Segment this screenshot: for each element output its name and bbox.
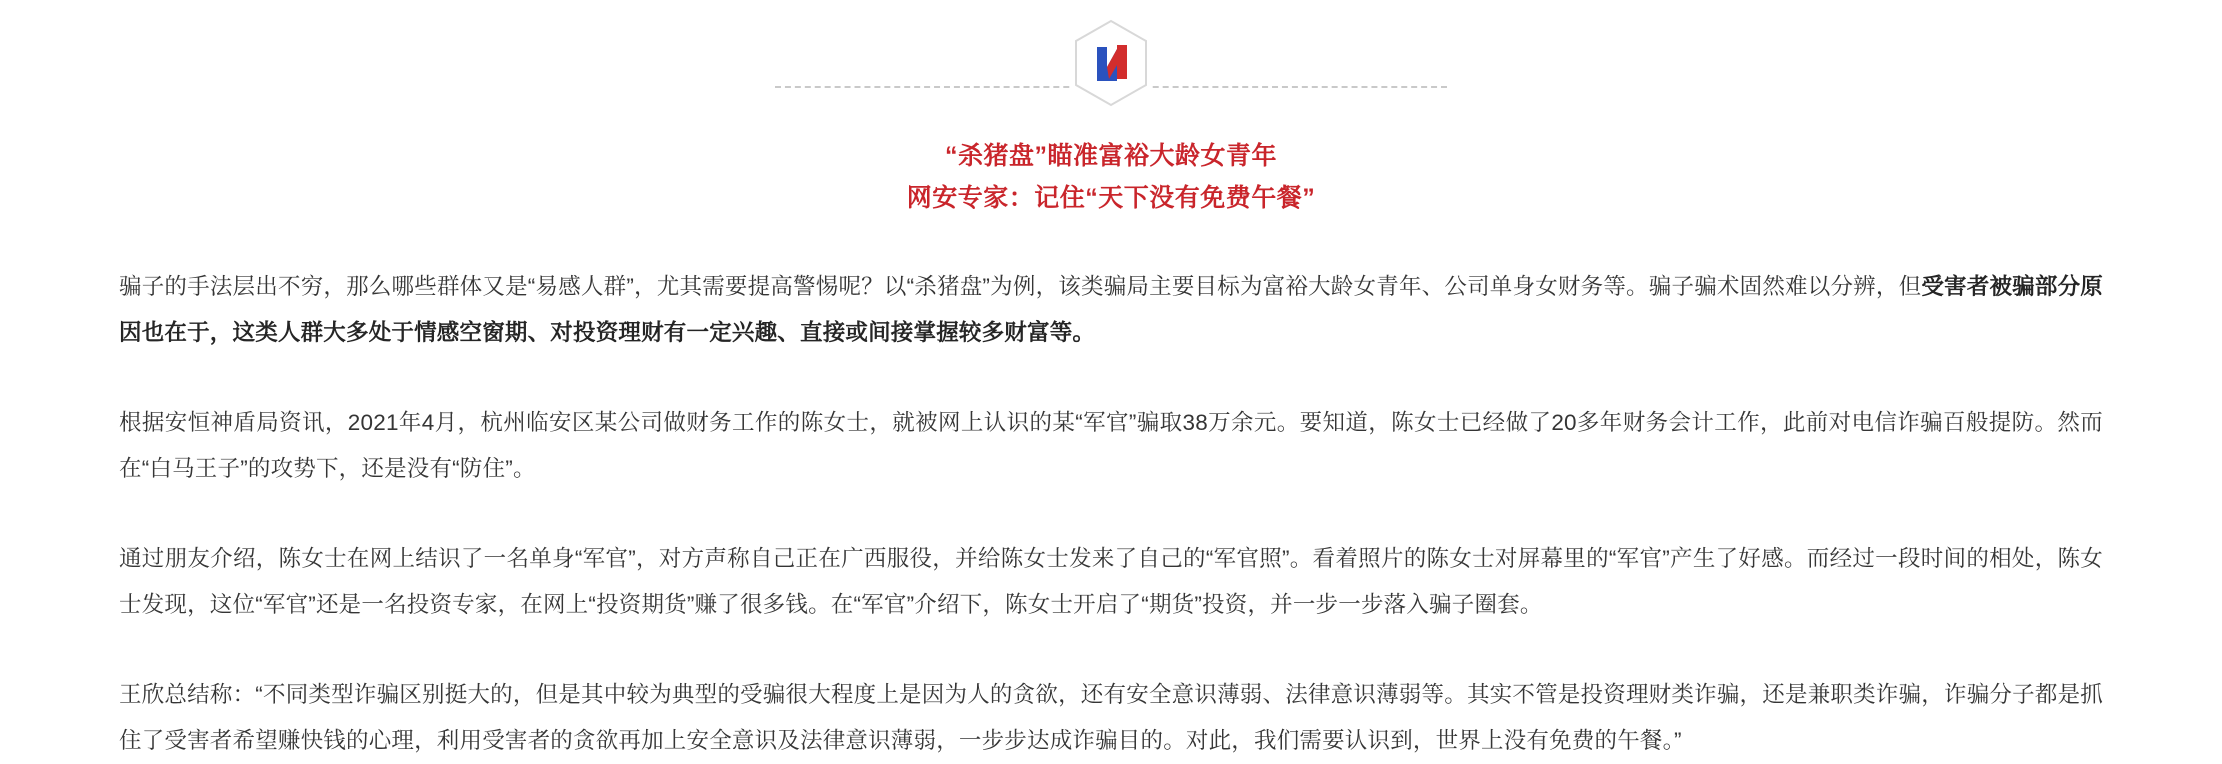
paragraph-4-run-1: 王欣总结称：“不同类型诈骗区别挺大的，但是其中较为典型的受骗很大程度上是因为人的贪欲，还有安全意识薄弱、法律意识薄弱等。其实不管是投资理财类诈骗，还是兼职类诈骗，诈骗分子都是抓住了受害者希望赚快钱的心理，利用受害者的贪欲再加上安全意识及法律意识薄弱，一步步达成诈骗目的。对此，我们需要认识到，世界上没有免费的午餐。”: [119, 682, 2103, 753]
headline-line-2: 网安专家：记住“天下没有免费午餐”: [906, 184, 1316, 212]
paragraph-1-run-2-bold: 受害者被骗部分原因也在于，这类人群大多处于情感空窗期、对投资理财有一定兴趣、直接或间接掌握较多财富等。: [119, 274, 2103, 345]
paragraph-1-run-1: 骗子的手法层出不穷，那么哪些群体又是“易感人群”，尤其需要提高警惕呢？以“杀猪盘”为例，该类骗局主要目标为富裕大龄女青年、公司单身女财务等。骗子骗术固然难以分辨，但: [119, 274, 1922, 299]
paragraph-3-run-1: 通过朋友介绍，陈女士在网上结识了一名单身“军官”，对方声称自己正在广西服役，并给陈女士发来了自己的“军官照”。看着照片的陈女士对屏幕里的“军官”产生了好感。而经过一段时间的相处，陈女士发现，这位“军官”还是一名投资专家，在网上“投资期货”赚了很多钱。在“军官”介绍下，陈女士开启了“期货”投资，并一步一步落入骗子圈套。: [119, 546, 2103, 617]
brand-logo: [1072, 17, 1150, 109]
article-body: [41, 264, 2181, 764]
paragraph-1: [119, 264, 2103, 356]
page-title: [41, 136, 2181, 218]
article-page: [0, 4, 2222, 753]
article-content: [41, 4, 2181, 764]
paragraph-2-run-1: 根据安恒神盾局资讯，2021年4月，杭州临安区某公司做财务工作的陈女士，就被网上认识的某“军官”骗取38万余元。要知道，陈女士已经做了20多年财务会计工作，此前对电信诈骗百般提防。然而在“白马王子”的攻势下，还是没有“防住”。: [119, 410, 2103, 481]
headline-line-1: “杀猪盘”瞄准富裕大龄女青年: [944, 142, 1277, 170]
logo-band: [41, 4, 2181, 122]
paragraph-2: [119, 400, 2103, 492]
brand-logo-hexagon-icon: [1073, 19, 1149, 107]
paragraph-3: [119, 536, 2103, 628]
paragraph-4: [119, 672, 2103, 764]
